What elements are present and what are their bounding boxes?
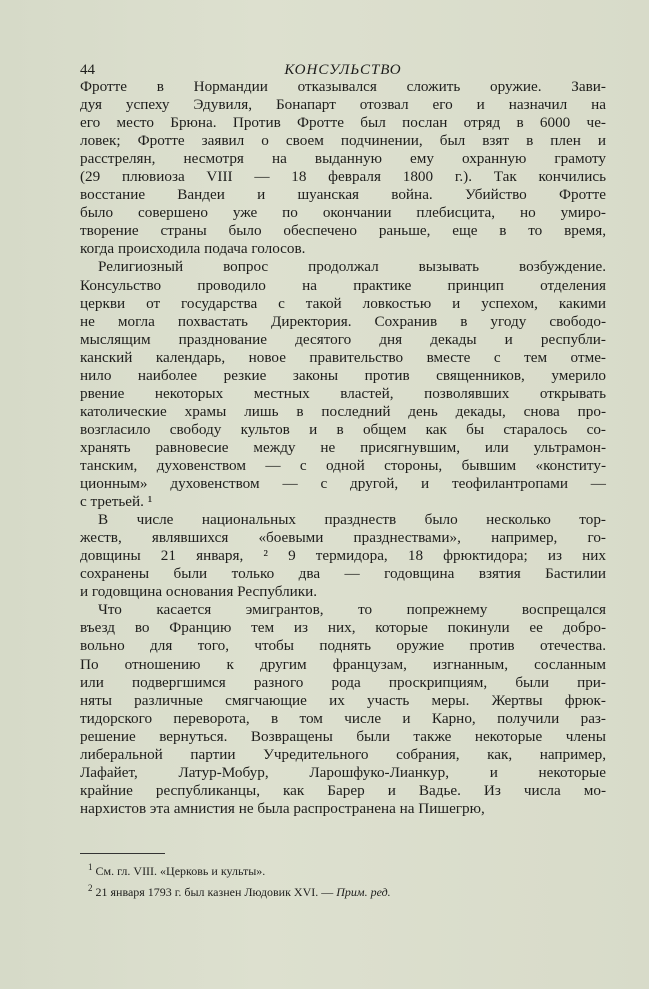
- text-line: или подвергшимся разного рода проскрипциям, были при-: [80, 673, 606, 691]
- paragraph: [80, 511, 606, 601]
- editor-note: Прим. ред.: [336, 885, 391, 899]
- text-line: не могла похвастать Директория. Сохранив в угоду свободо-: [80, 312, 606, 330]
- text-line: его место Брюна. Против Фротте был послан отряд в 6000 че-: [80, 114, 606, 132]
- footnote-mark: 2: [88, 883, 93, 893]
- text-line: возгласило свободу культов и в общем как бы старалось со-: [80, 420, 606, 438]
- paragraph: [80, 601, 606, 818]
- text-line: дуя успеху Эдувиля, Бонапарт отозвал его и назначил на: [80, 96, 606, 114]
- text-line: (29 плювиоза VIII — 18 февраля 1800 г.). Так кончились: [80, 168, 606, 186]
- footnote-mark: 1: [88, 862, 93, 872]
- text-line: въезд во Францию тем из них, которые покинули ее добро-: [80, 619, 606, 637]
- text-line: жеств, являвшихся «боевыми празднествами», например, го-: [80, 529, 606, 547]
- text-line: крайние республиканцы, как Барер и Вадье. Из числа мо-: [80, 781, 606, 799]
- text-line: либеральной партии Учредительного собрания, как, например,: [80, 745, 606, 763]
- text-line: Консульство проводило на практике принцип отделения: [80, 276, 606, 294]
- text-line: Религиозный вопрос продолжал вызывать возбуждение.: [98, 258, 606, 276]
- text-line: сохранены были только два — годовщина взятия Бастилии: [80, 565, 606, 583]
- text-line: Что касается эмигрантов, то попрежнему воспрещался: [98, 601, 606, 619]
- text-line: тидорского переворота, в том числе и Карно, получили раз-: [80, 709, 606, 727]
- text-line: и годовщина основания Республики.: [80, 583, 318, 601]
- text-line: ловек; Фротте заявил о своем подчинении, был взят в плен и: [80, 132, 606, 150]
- text-line: творение страны было обеспечено раньше, еще в то время,: [80, 222, 606, 240]
- text-line: восстание Вандеи и шуанская война. Убийство Фротте: [80, 186, 606, 204]
- text-line: решение вернуться. Возвращены были также некоторые члены: [80, 727, 606, 745]
- paragraph: [80, 78, 606, 258]
- footnotes: [88, 859, 588, 901]
- text-line: танским, духовенством — с одной стороны, бывшим «конститу-: [80, 456, 606, 474]
- footnote-2: [88, 880, 588, 901]
- text-line: ционным» духовенством — с другой, и теофилантропами —: [80, 475, 606, 493]
- text-line: рвение некоторых местных властей, позволявших открывать: [80, 384, 606, 402]
- text-line: нило наиболее резкие законы против священников, умерило: [80, 366, 606, 384]
- text-line: канский календарь, новое правительство вместе с тем отме-: [80, 348, 606, 366]
- text-line: довщины 21 января, ² 9 термидора, 18 фрюктидора; из них: [80, 547, 606, 565]
- text-line: вольно для того, чтобы поднять оружие против отечества.: [80, 637, 606, 655]
- text-line: хранять равновесие между не присягнувшим, или ультрамон-: [80, 438, 606, 456]
- text-line: церкви от государства с такой ловкостью и успехом, какими: [80, 294, 606, 312]
- text-line: мыслящим празднование десятого дня декады и республи-: [80, 330, 606, 348]
- text-line: было совершено уже по окончании плебисцита, но умиро-: [80, 204, 606, 222]
- footnote-1: [88, 859, 588, 880]
- footnote-text: 21 января 1793 г. был казнен Людовик XVI. —: [95, 885, 337, 899]
- footnote-text: См. гл. VIII. «Церковь и культы».: [95, 864, 266, 878]
- text-line: Фротте в Нормандии отказывался сложить оружие. Зави-: [80, 78, 606, 95]
- text-line: когда происходила подача голосов.: [80, 240, 306, 258]
- text-line: В числе национальных празднеств было несколько тор-: [98, 511, 606, 529]
- text-line: няты различные смягчающие их участь меры. Жертвы фрюк-: [80, 691, 606, 709]
- text-line: Лафайет, Латур-Мобур, Ларошфуко-Лианкур, и некоторые: [80, 763, 606, 781]
- body-text: [80, 78, 606, 818]
- text-line: с третьей. ¹: [80, 493, 153, 511]
- text-line: расстрелян, несмотря на выданную ему охранную грамоту: [80, 150, 606, 168]
- text-line: По отношению к другим французам, изгнанным, сосланным: [80, 655, 606, 673]
- page-number: 44: [80, 62, 95, 78]
- running-title: КОНСУЛЬСТВО: [284, 62, 402, 78]
- text-line: католические храмы лишь в последний день декады, снова про-: [80, 402, 606, 420]
- paragraph: [80, 258, 606, 511]
- footnote-divider: [80, 853, 165, 854]
- text-line: нархистов эта амнистия не была распространена на Пишегрю,: [80, 799, 485, 817]
